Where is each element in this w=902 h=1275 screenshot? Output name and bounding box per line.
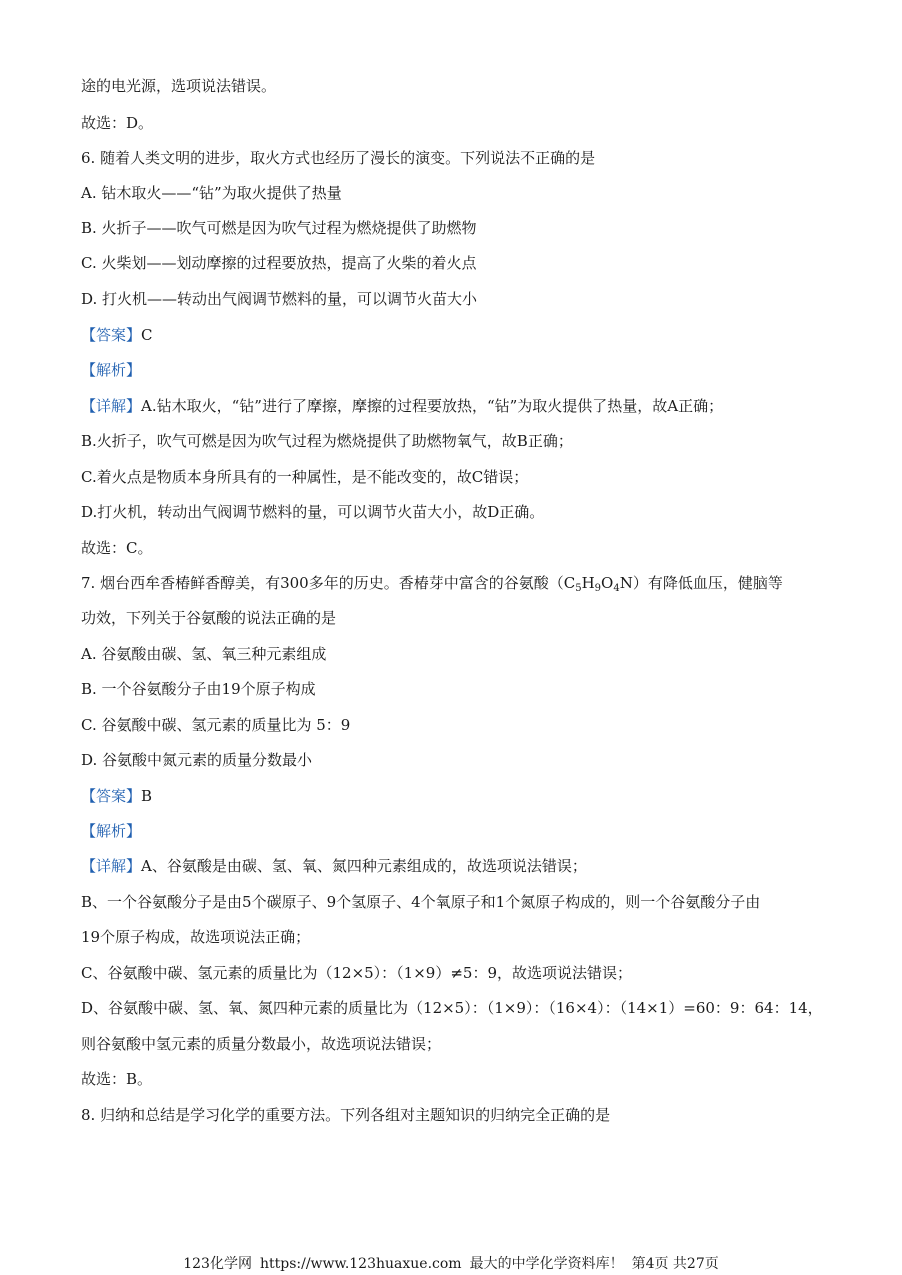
option-b: B. 一个谷氨酸分子由19个原子构成 <box>81 680 316 698</box>
question-8-stem: 8. 归纳和总结是学习化学的重要方法。下列各组对主题知识的归纳完全正确的是 <box>81 1106 611 1124</box>
question-7-stem-cont: 功效，下列关于谷氨酸的说法正确的是 <box>81 609 337 627</box>
detail-line: D.打火机，转动出气阀调节燃料的量，可以调节火苗大小，故D正确。 <box>81 503 545 521</box>
footer-site-name: 123化学网 <box>183 1256 252 1272</box>
text-line: 途的电光源，选项说法错误。 <box>81 77 277 95</box>
answer-tag: 【答案】 <box>81 326 142 344</box>
question-6-stem: 6. 随着人类文明的进步，取火方式也经历了漫长的演变。下列说法不正确的是 <box>81 149 596 167</box>
footer-url-link[interactable]: https://www.123huaxue.com <box>259 1256 462 1272</box>
answer-choice-line: 故选：B。 <box>81 1070 153 1088</box>
analysis-tag: 【解析】 <box>81 822 142 840</box>
option-b: B. 火折子——吹气可燃是因为吹气过程为燃烧提供了助燃物 <box>81 219 477 237</box>
option-d: D. 打火机——转动出气阀调节燃料的量，可以调节火苗大小 <box>81 290 478 308</box>
option-a: A. 谷氨酸由碳、氢、氧三种元素组成 <box>81 645 327 663</box>
detail-line: C.着火点是物质本身所具有的一种属性，是不能改变的，故C错误； <box>81 468 529 486</box>
detail-line: B、一个谷氨酸分子是由5个碳原子、9个氢原子、4个氧原子和1个氮原子构成的，则一个谷氨酸分子由 <box>81 893 761 911</box>
detail-line: 则谷氨酸中氢元素的质量分数最小，故选项说法错误； <box>81 1035 442 1053</box>
detail-line: 19个原子构成，故选项说法正确； <box>81 928 311 946</box>
detail-line: C、谷氨酸中碳、氢元素的质量比为（12×5）：（1×9）≠5：9，故选项说法错误； <box>81 964 632 982</box>
analysis-tag: 【解析】 <box>81 361 142 379</box>
footer-page-number: 第4页 共27页 <box>631 1256 719 1272</box>
detail-tag: 【详解】 <box>81 857 142 875</box>
option-c: C. 谷氨酸中碳、氢元素的质量比为 5：9 <box>81 716 351 734</box>
detail-line: D、谷氨酸中碳、氢、氧、氮四种元素的质量比为（12×5）：（1×9）：（16×4）：（14×1）=60：9：64：14， <box>81 999 823 1017</box>
page-footer <box>0 1255 902 1273</box>
answer-choice-line: 故选：D。 <box>81 114 154 132</box>
answer-line: 【答案】C <box>81 326 153 344</box>
answer-tag: 【答案】 <box>81 787 142 805</box>
detail-line: 【详解】A、谷氨酸是由碳、氢、氧、氮四种元素组成的，故选项说法错误； <box>81 857 587 875</box>
option-c: C. 火柴划——划动摩擦的过程要放热，提高了火柴的着火点 <box>81 254 477 272</box>
detail-line: 【详解】A.钻木取火，“钻”进行了摩擦，摩擦的过程要放热，“钻”为取火提供了热量，故A正确； <box>81 397 724 415</box>
analysis-heading <box>81 360 842 380</box>
question-7-stem: 7. 烟台西牟香椿鲜香醇美，有300多年的历史。香椿芽中富含的谷氨酸$(C_5H_9O_4N)$有降低血压，健脑等 <box>81 574 783 594</box>
answer-choice-line: 故选：C。 <box>81 539 153 557</box>
option-a: A. 钻木取火——“钻”为取火提供了热量 <box>81 184 342 202</box>
footer-slogan: 最大的中学化学资料库！ <box>469 1256 624 1272</box>
answer-line: 【答案】B <box>81 787 153 805</box>
option-d: D. 谷氨酸中氮元素的质量分数最小 <box>81 751 313 769</box>
detail-tag: 【详解】 <box>81 397 142 415</box>
analysis-heading <box>81 821 842 841</box>
detail-line: B.火折子，吹气可燃是因为吹气过程为燃烧提供了助燃物氧气，故B正确； <box>81 432 573 450</box>
